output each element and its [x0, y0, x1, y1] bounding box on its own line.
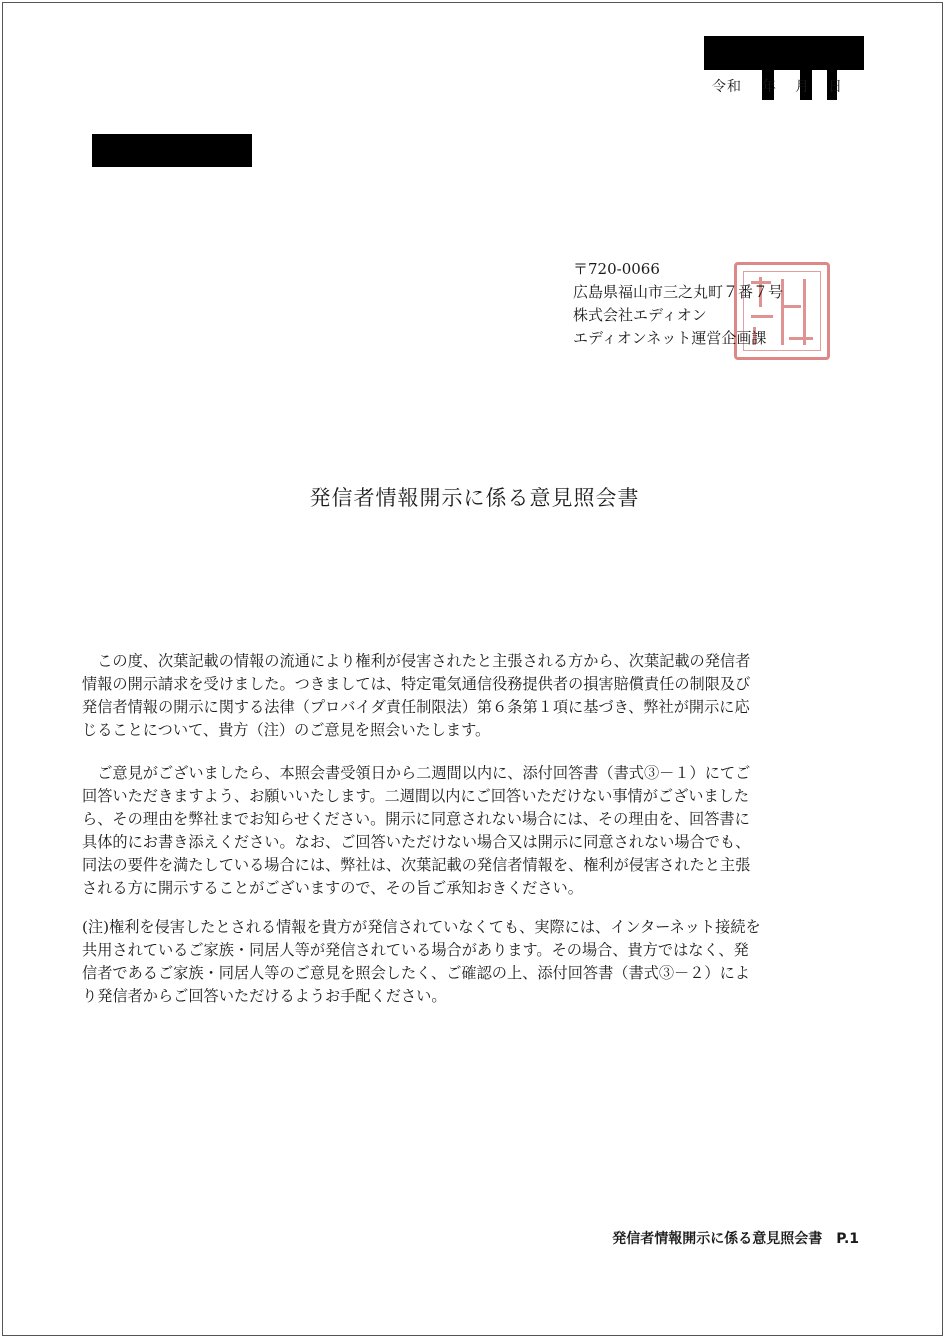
- sender-block: [573, 258, 783, 350]
- text-line: じることについて、貴方（注）のご意見を照会いたします。: [82, 721, 491, 739]
- sender-company: 株式会社エディオン: [573, 306, 707, 324]
- text-line: される方に開示することがございますので、その旨ご承知おきください。: [82, 879, 583, 897]
- date-month-label: 月: [795, 79, 810, 95]
- paragraph-request-notice: [82, 650, 862, 742]
- seal-stroke: [781, 305, 801, 308]
- text-line: 共用されているご家族・同居人等が発信されている場合があります。その場合、貴方ではなく、発: [82, 941, 749, 959]
- text-line: 具体的にお書き添えください。なお、ご回答いただけない場合又は開示に同意されない場合でも、: [82, 833, 751, 851]
- seal-stroke: [789, 337, 813, 340]
- footer-title: 発信者情報開示に係る意見照会書: [612, 1231, 823, 1247]
- page-footer: [612, 1228, 859, 1248]
- sender-postal-code: 〒720-0066: [573, 260, 660, 278]
- text-line: ら、その理由を弊社までお知らせください。開示に同意されない場合には、その理由を、回答書に: [82, 810, 750, 828]
- date-year-label: 年: [762, 79, 777, 95]
- sender-department: エディオンネット運営企画課: [573, 329, 767, 347]
- text-line: 信者であるご家族・同居人等のご意見を照会したく、ご確認の上、添付回答書（書式③－２）によ: [82, 964, 750, 982]
- text-line: (注)権利を侵害したとされる情報を貴方が発信されていなくても、実際には、インターネット接続を: [82, 918, 761, 936]
- document-title: 発信者情報開示に係る意見照会書: [309, 486, 640, 510]
- text-line: 回答いただきますよう、お願いいたします。二週間以内にご回答いただけない事情がございました: [82, 787, 750, 805]
- redaction-block-top-right: [704, 36, 864, 70]
- text-line: 情報の開示請求を受けました。つきましては、特定電気通信役務提供者の損害賠償責任の制限及び: [82, 675, 751, 693]
- date-line: [712, 76, 843, 96]
- seal-stroke: [803, 279, 806, 345]
- redaction-block-recipient: [92, 134, 252, 167]
- text-line: この度、次葉記載の情報の流通により権利が侵害されたと主張される方から、次葉記載の発信者: [82, 652, 751, 670]
- text-line: り発信者からご回答いただけるようお手配ください。: [82, 987, 447, 1005]
- paragraph-response-instructions: [82, 762, 862, 900]
- text-line: ご意見がございましたら、本照会書受領日から二週間以内に、添付回答書（書式③－１）にてご: [82, 764, 751, 782]
- sender-address: 広島県福山市三之丸町７番７号: [573, 283, 784, 301]
- text-line: 発信者情報の開示に関する法律（プロバイダ責任制限法）第６条第１項に基づき、弊社が開示に応: [82, 698, 750, 716]
- date-day-label: 日: [828, 79, 843, 95]
- page-number: P.1: [836, 1231, 859, 1247]
- date-era: 令和: [712, 79, 742, 95]
- paragraph-note: [82, 916, 862, 1008]
- text-line: 同法の要件を満たしている場合には、弊社は、次葉記載の発信者情報を、権利が侵害されたと主張: [82, 856, 751, 874]
